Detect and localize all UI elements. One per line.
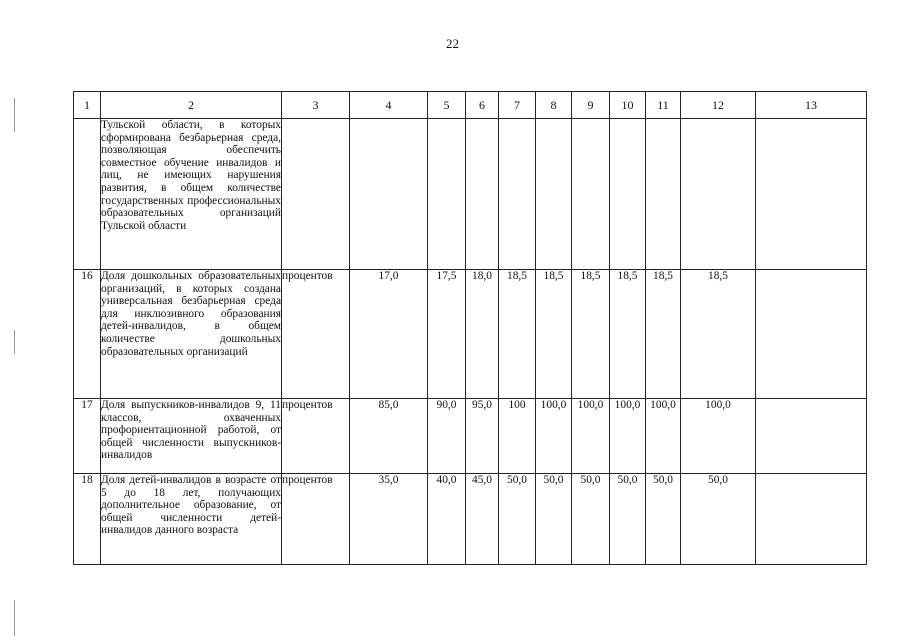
value-cell: 35,0 <box>350 474 428 565</box>
row-number: 17 <box>74 399 101 474</box>
row-number: 18 <box>74 474 101 565</box>
margin-line-middle <box>14 330 15 354</box>
row-number <box>74 119 101 270</box>
value-cell: 90,0 <box>428 399 466 474</box>
indicator-description: Доля детей-инвалидов в возрасте от 5 до 18 лет, получающих дополнительное образование, от общей численности детей-инвалидов данного возраста <box>101 474 282 565</box>
value-cell <box>572 119 610 270</box>
value-cell: 45,0 <box>466 474 499 565</box>
value-cell <box>610 119 646 270</box>
value-cell: 50,0 <box>536 474 572 565</box>
header-row <box>74 92 867 119</box>
value-cell <box>646 119 681 270</box>
indicators-table <box>73 91 867 565</box>
header-cell: 8 <box>536 92 572 119</box>
value-cell: 18,5 <box>646 270 681 399</box>
header-cell: 7 <box>499 92 536 119</box>
note-cell <box>756 399 867 474</box>
header-cell: 4 <box>350 92 428 119</box>
value-cell: 100 <box>499 399 536 474</box>
unit-cell: процентов <box>282 399 350 474</box>
value-cell: 18,0 <box>466 270 499 399</box>
value-cell: 95,0 <box>466 399 499 474</box>
value-cell: 50,0 <box>681 474 756 565</box>
page-number: 22 <box>446 36 459 51</box>
value-cell: 100,0 <box>572 399 610 474</box>
header-cell: 6 <box>466 92 499 119</box>
value-cell: 85,0 <box>350 399 428 474</box>
unit-cell: процентов <box>282 270 350 399</box>
header-cell: 11 <box>646 92 681 119</box>
value-cell: 18,5 <box>499 270 536 399</box>
indicator-description: Тульской области, в которых сформирована безбарьерная среда, позволяющая обеспечить совместное обучение инвалидов и лиц, не имеющих нарушения развития, в общем количестве государственных профессиональных образовательных организаций Тульской области <box>101 119 282 270</box>
note-cell <box>756 119 867 270</box>
value-cell: 18,5 <box>681 270 756 399</box>
header-cell: 5 <box>428 92 466 119</box>
header-cell: 12 <box>681 92 756 119</box>
note-cell <box>756 270 867 399</box>
value-cell <box>350 119 428 270</box>
table-row <box>74 119 867 270</box>
value-cell: 50,0 <box>499 474 536 565</box>
value-cell: 17,0 <box>350 270 428 399</box>
value-cell: 50,0 <box>572 474 610 565</box>
value-cell: 100,0 <box>610 399 646 474</box>
header-cell: 13 <box>756 92 867 119</box>
value-cell: 18,5 <box>610 270 646 399</box>
header-cell: 2 <box>101 92 282 119</box>
value-cell: 50,0 <box>610 474 646 565</box>
table-row <box>74 270 867 399</box>
note-cell <box>756 474 867 565</box>
header-cell: 9 <box>572 92 610 119</box>
value-cell <box>466 119 499 270</box>
unit-cell: процентов <box>282 474 350 565</box>
unit-cell <box>282 119 350 270</box>
table-row <box>74 399 867 474</box>
value-cell <box>536 119 572 270</box>
value-cell: 100,0 <box>646 399 681 474</box>
value-cell: 40,0 <box>428 474 466 565</box>
value-cell: 100,0 <box>681 399 756 474</box>
value-cell <box>681 119 756 270</box>
value-cell: 17,5 <box>428 270 466 399</box>
value-cell <box>428 119 466 270</box>
indicator-description: Доля выпускников-инвалидов 9, 11 классов, охваченных профориентационной работой, от общей численности выпускников-инвалидов <box>101 399 282 474</box>
value-cell: 18,5 <box>572 270 610 399</box>
indicator-description: Доля дошкольных образовательных организаций, в которых создана универсальная безбарьерная среда для инклюзивного образования детей-инвалидов, в общем количестве дошкольных образовательных организаций <box>101 270 282 399</box>
value-cell: 100,0 <box>536 399 572 474</box>
header-cell: 3 <box>282 92 350 119</box>
row-number: 16 <box>74 270 101 399</box>
header-cell: 1 <box>74 92 101 119</box>
header-cell: 10 <box>610 92 646 119</box>
table-row <box>74 474 867 565</box>
value-cell <box>499 119 536 270</box>
margin-line-bottom <box>14 600 15 636</box>
margin-line-top <box>14 98 15 132</box>
value-cell: 50,0 <box>646 474 681 565</box>
value-cell: 18,5 <box>536 270 572 399</box>
